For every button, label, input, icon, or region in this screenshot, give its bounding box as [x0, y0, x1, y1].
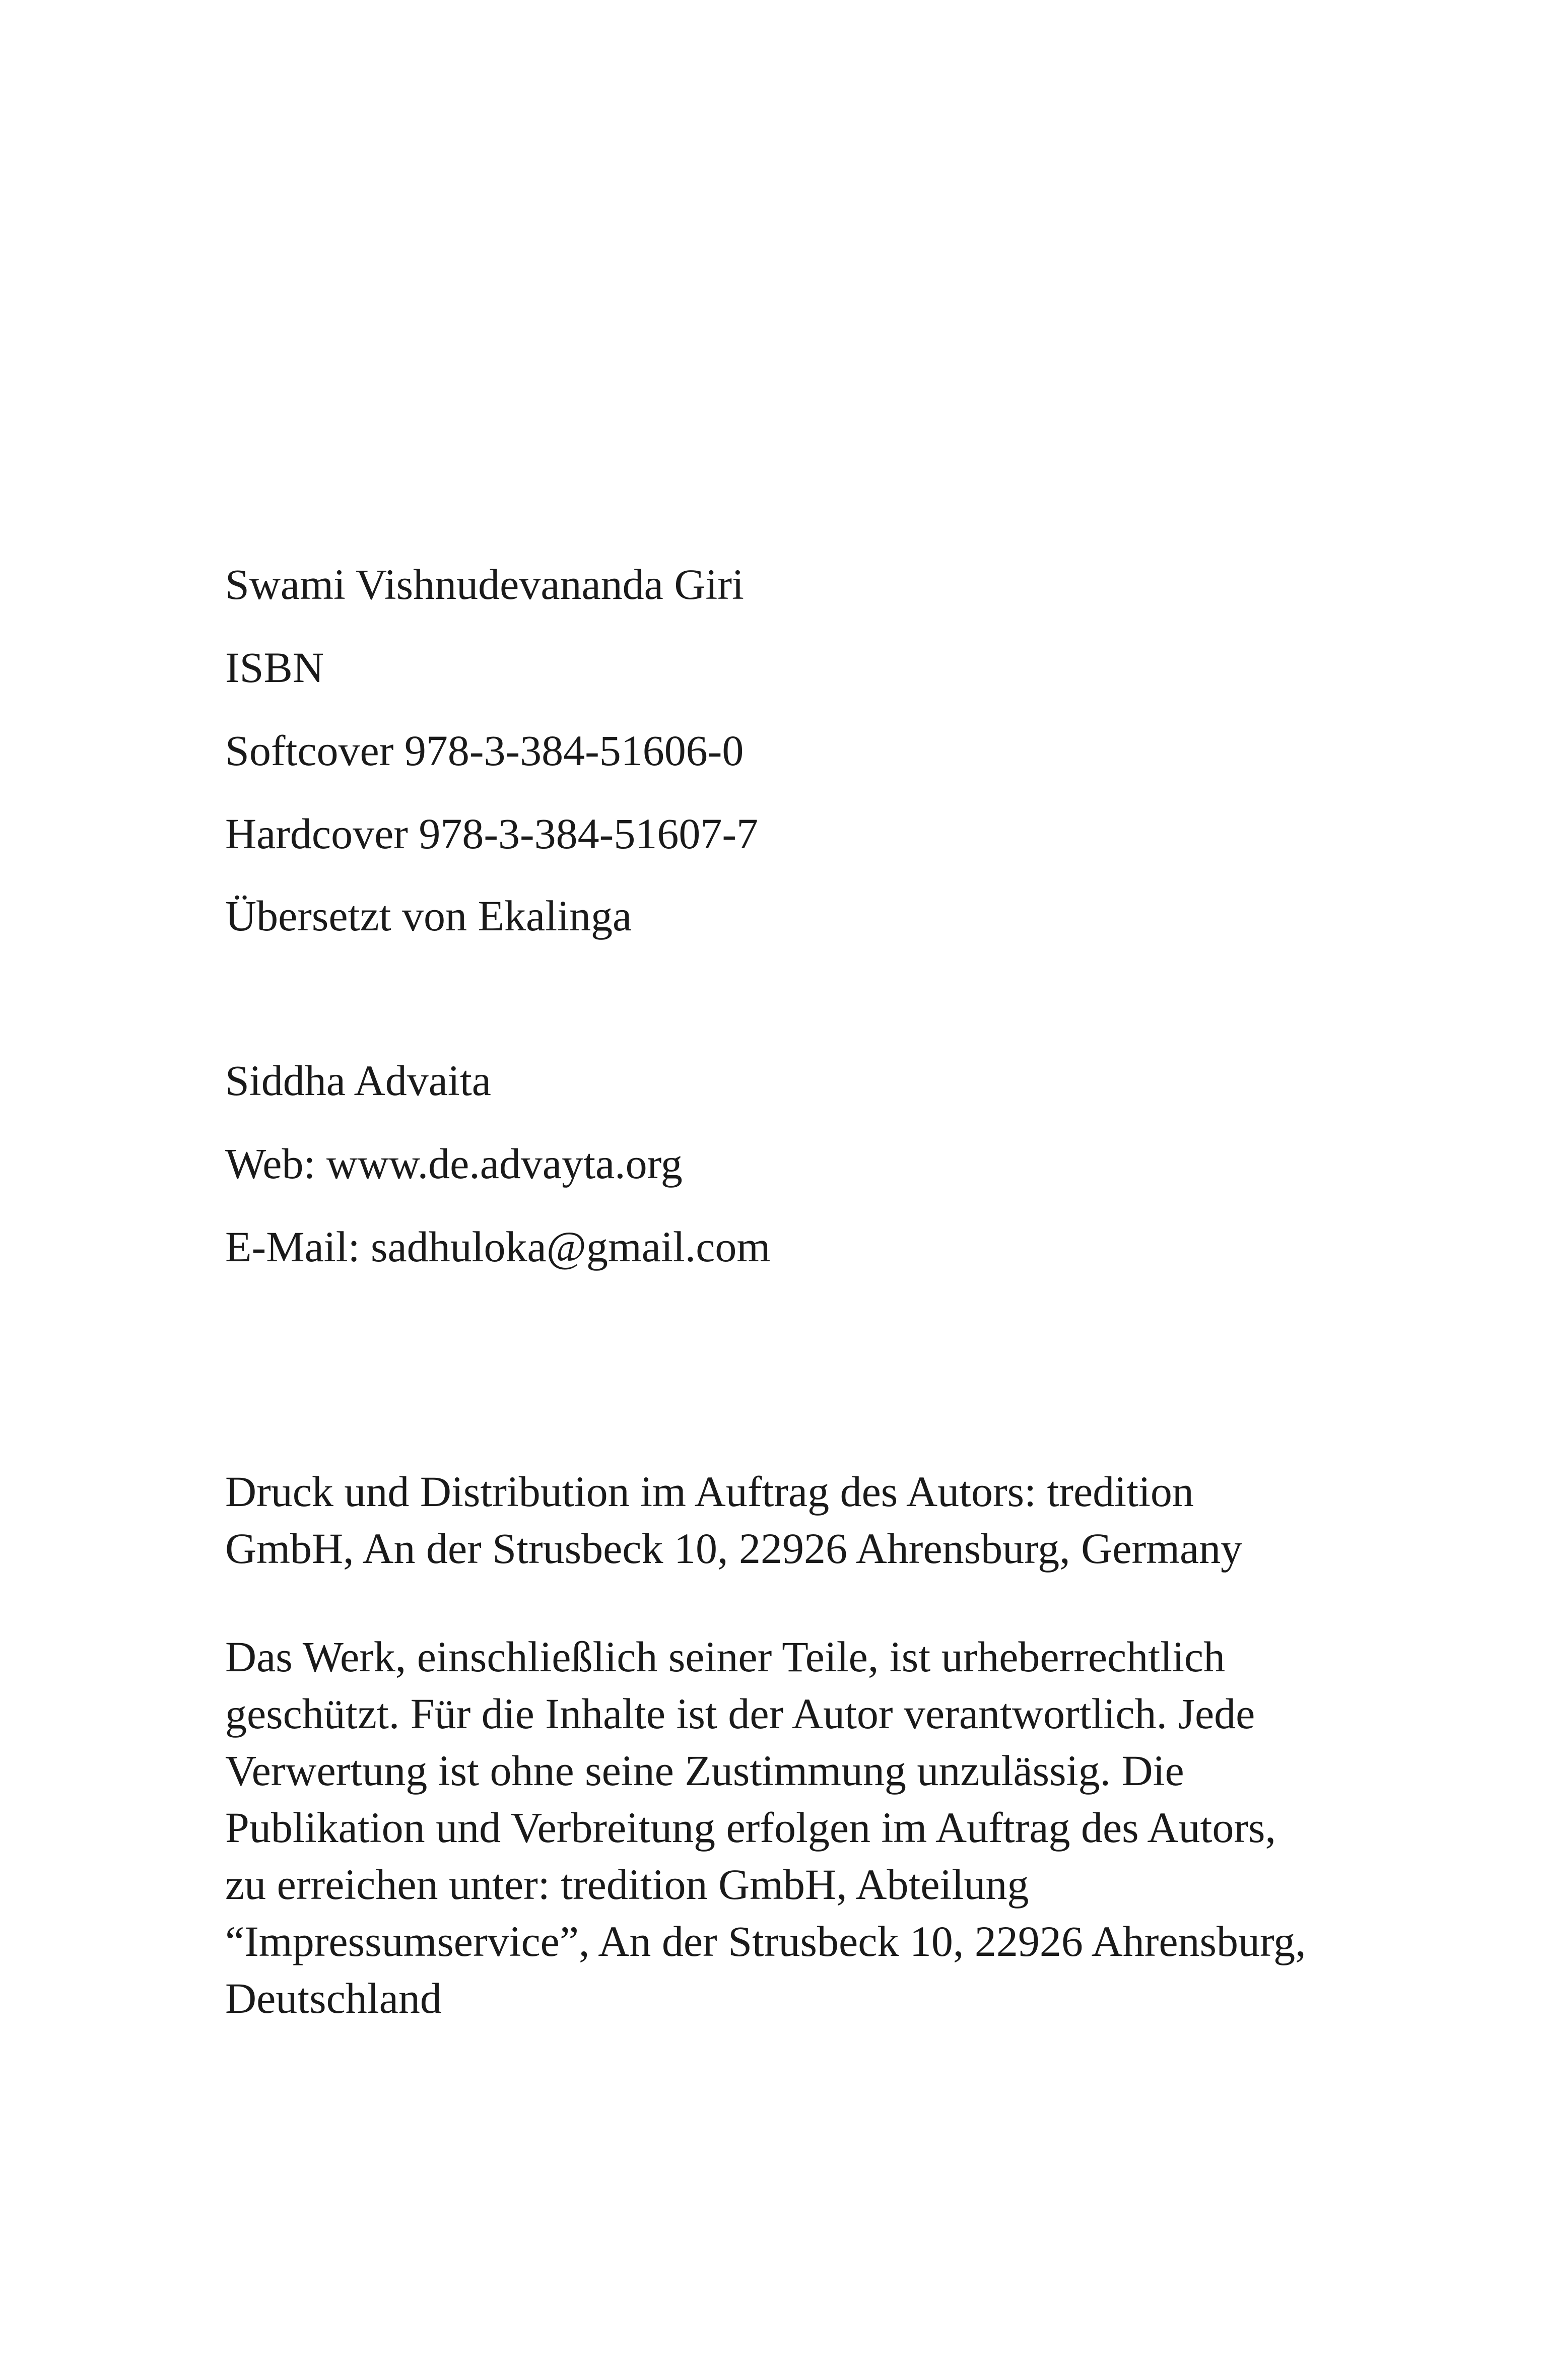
author-name: Swami Vishnudevananda Giri — [225, 560, 744, 608]
isbn-label: ISBN — [225, 643, 324, 692]
copyright-line: Deutschland — [225, 1974, 442, 2022]
publisher-name: Siddha Advaita — [225, 1056, 491, 1105]
publisher-web[interactable]: Web: www.de.advayta.org — [225, 1139, 683, 1188]
copyright-line: geschützt. Für die Inhalte ist der Autor verantwortlich. Jede — [225, 1689, 1255, 1738]
hardcover-isbn: Hardcover 978-3-384-51607-7 — [225, 809, 758, 858]
copyright-line: Verwertung ist ohne seine Zustimmung unzulässig. Die — [225, 1746, 1184, 1795]
distribution-notice — [225, 1463, 1404, 1577]
distribution-line: Druck und Distribution im Auftrag des Autors: tredition — [225, 1467, 1194, 1516]
copyright-line: zu erreichen unter: tredition GmbH, Abteilung — [225, 1860, 1029, 1909]
translator-credit: Übersetzt von Ekalinga — [225, 892, 632, 940]
publisher-email[interactable]: E-Mail: sadhuloka@gmail.com — [225, 1222, 771, 1271]
copyright-notice — [225, 1628, 1404, 2027]
softcover-isbn: Softcover 978-3-384-51606-0 — [225, 726, 744, 775]
copyright-line: Das Werk, einschließlich seiner Teile, ist urheberrechtlich — [225, 1633, 1226, 1681]
copyright-line: Publikation und Verbreitung erfolgen im Auftrag des Autors, — [225, 1803, 1276, 1852]
distribution-line: GmbH, An der Strusbeck 10, 22926 Ahrensburg, Germany — [225, 1524, 1243, 1573]
copyright-line: “Impressumservice”, An der Strusbeck 10, 22926 Ahrensburg, — [225, 1917, 1306, 1965]
